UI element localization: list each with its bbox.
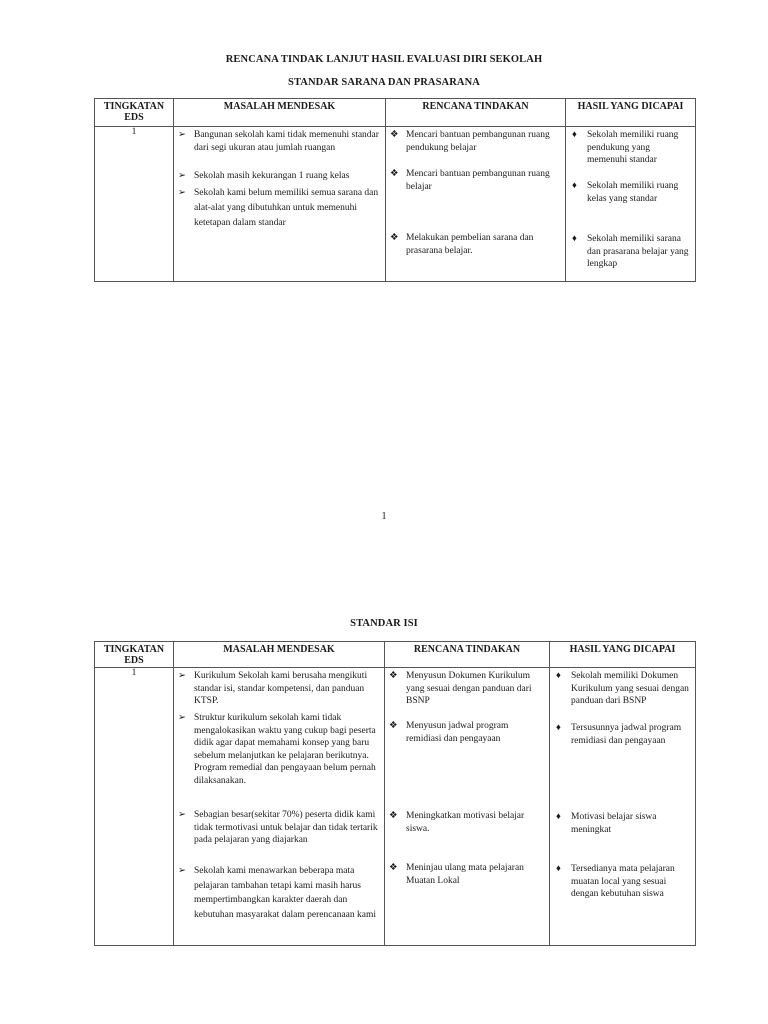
list-item: ❖ Menyusun jadwal program remidiasi dan pengayaan	[389, 721, 509, 744]
list-item: ❖ Mencari bantuan pembangunan ruang belajar	[390, 169, 550, 192]
list-item: ❖ Meninjau ulang mata pelajaran Muatan Lokal	[389, 863, 524, 886]
header-tingkatan-eds: TINGKATAN EDS	[95, 642, 174, 668]
rencana-cell	[385, 668, 550, 946]
header-tingkatan-eds: TINGKATAN EDS	[95, 99, 174, 127]
diamond-bullet-icon: ♦	[556, 723, 561, 733]
list-item: ➢ Bangunan sekolah kami tidak memenuhi standar dari segi ukuran atau jumlah ruangan	[178, 130, 379, 153]
arrow-bullet-icon: ➢	[178, 713, 186, 723]
diamond-bullet-icon: ♦	[556, 812, 561, 822]
section-title-sarana: STANDAR SARANA DAN PRASARANA	[288, 77, 480, 88]
list-item: ➢ Sekolah masih kekurangan 1 ruang kelas	[178, 171, 350, 181]
diamond-bullet-icon: ♦	[572, 234, 577, 244]
list-item: ♦ Tersusunnya jadwal program remidiasi dan pengayaan	[556, 723, 682, 746]
diamond-bullet-icon: ❖	[390, 130, 399, 140]
rencana-cell	[386, 127, 566, 282]
masalah-cell	[174, 127, 386, 282]
arrow-bullet-icon: ➢	[178, 171, 186, 181]
page-number: 1	[381, 511, 387, 522]
diamond-bullet-icon: ♦	[572, 181, 577, 191]
level-cell: 1	[95, 668, 174, 946]
section-title-isi: STANDAR ISI	[350, 618, 418, 629]
hasil-cell	[566, 127, 696, 282]
list-item: ❖ Menyusun Dokumen Kurikulum yang sesuai dengan panduan dari BSNP	[389, 671, 532, 706]
isi-table	[94, 641, 696, 946]
diamond-bullet-icon: ❖	[389, 671, 398, 681]
list-item: ❖ Mencari bantuan pembangunan ruang pendukung belajar	[390, 130, 550, 153]
list-item: ➢ Sekolah kami belum memiliki semua sarana dan alat-alat yang dibutuhkan untuk memenuhi ketetapan dalam standar	[178, 186, 381, 231]
header-hasil-dicapai: HASIL YANG DICAPAI	[566, 99, 696, 127]
diamond-bullet-icon: ❖	[390, 233, 399, 243]
diamond-bullet-icon: ♦	[556, 864, 561, 874]
list-item: ➢ Sekolah kami menawarkan beberapa mata pelajaran tambahan tetapi kami masih harus mempertimbangkan karakter daerah dan kebutuhan masyarakat dalam perencanaan kami	[178, 864, 380, 922]
header-masalah-mendesak: MASALAH MENDESAK	[174, 642, 385, 668]
arrow-bullet-icon: ➢	[178, 810, 186, 820]
arrow-bullet-icon: ➢	[178, 130, 186, 140]
list-item: ♦ Tersedianya mata pelajaran muatan local yang sesuai dengan kebutuhan siswa	[556, 864, 675, 899]
diamond-bullet-icon: ❖	[389, 811, 398, 821]
header-rencana-tindakan: RENCANA TINDAKAN	[385, 642, 550, 668]
arrow-bullet-icon: ➢	[178, 671, 186, 681]
diamond-bullet-icon: ❖	[389, 863, 398, 873]
masalah-cell	[174, 668, 385, 946]
list-item: ❖ Melakukan pembelian sarana dan prasarana belajar.	[390, 233, 534, 256]
list-item: ➢ Sebagian besar(sekitar 70%) peserta didik kami tidak termotivasi untuk belajar dan tidak tertarik pada pelajaran yang diajarkan	[178, 810, 378, 845]
arrow-bullet-icon: ➢	[178, 866, 186, 876]
list-item: ♦ Sekolah memiliki sarana dan prasarana belajar yang lengkap	[572, 234, 689, 269]
hasil-cell	[550, 668, 696, 946]
list-item: ➢ Kurikulum Sekolah kami berusaha mengikuti standar isi, standar kompetensi, dan panduan KTSP.	[178, 671, 368, 706]
header-masalah-mendesak: MASALAH MENDESAK	[174, 99, 386, 127]
diamond-bullet-icon: ❖	[389, 721, 398, 731]
document-title: RENCANA TINDAK LANJUT HASIL EVALUASI DIRI SEKOLAH	[225, 54, 543, 65]
list-item: ♦ Sekolah memiliki ruang kelas yang standar	[572, 181, 679, 204]
level-cell: 1	[95, 127, 174, 282]
diamond-bullet-icon: ♦	[556, 671, 561, 681]
list-item: ♦ Motivasi belajar siswa meningkat	[556, 812, 657, 835]
sarana-table	[94, 98, 696, 282]
diamond-bullet-icon: ♦	[572, 130, 577, 140]
list-item: ❖ Meningkatkan motivasi belajar siswa.	[389, 811, 525, 834]
list-item: ♦ Sekolah memiliki ruang pendukung yang memenuhi standar	[572, 130, 679, 165]
diamond-bullet-icon: ❖	[390, 169, 399, 179]
list-item: ♦ Sekolah memiliki Dokumen Kurikulum yang sesuai dengan panduan dari BSNP	[556, 671, 689, 706]
arrow-bullet-icon: ➢	[178, 188, 186, 198]
header-hasil-dicapai: HASIL YANG DICAPAI	[550, 642, 696, 668]
list-item: ➢ Struktur kurikulum sekolah kami tidak mengalokasikan waktu yang cukup bagi peserta didik agar dapat memahami konsep yang baru sebelum melanjutkan ke pelajaran berikutnya. Program remedial dan pengayaan belum pernah dilaksanakan.	[178, 713, 376, 786]
header-rencana-tindakan: RENCANA TINDAKAN	[386, 99, 566, 127]
